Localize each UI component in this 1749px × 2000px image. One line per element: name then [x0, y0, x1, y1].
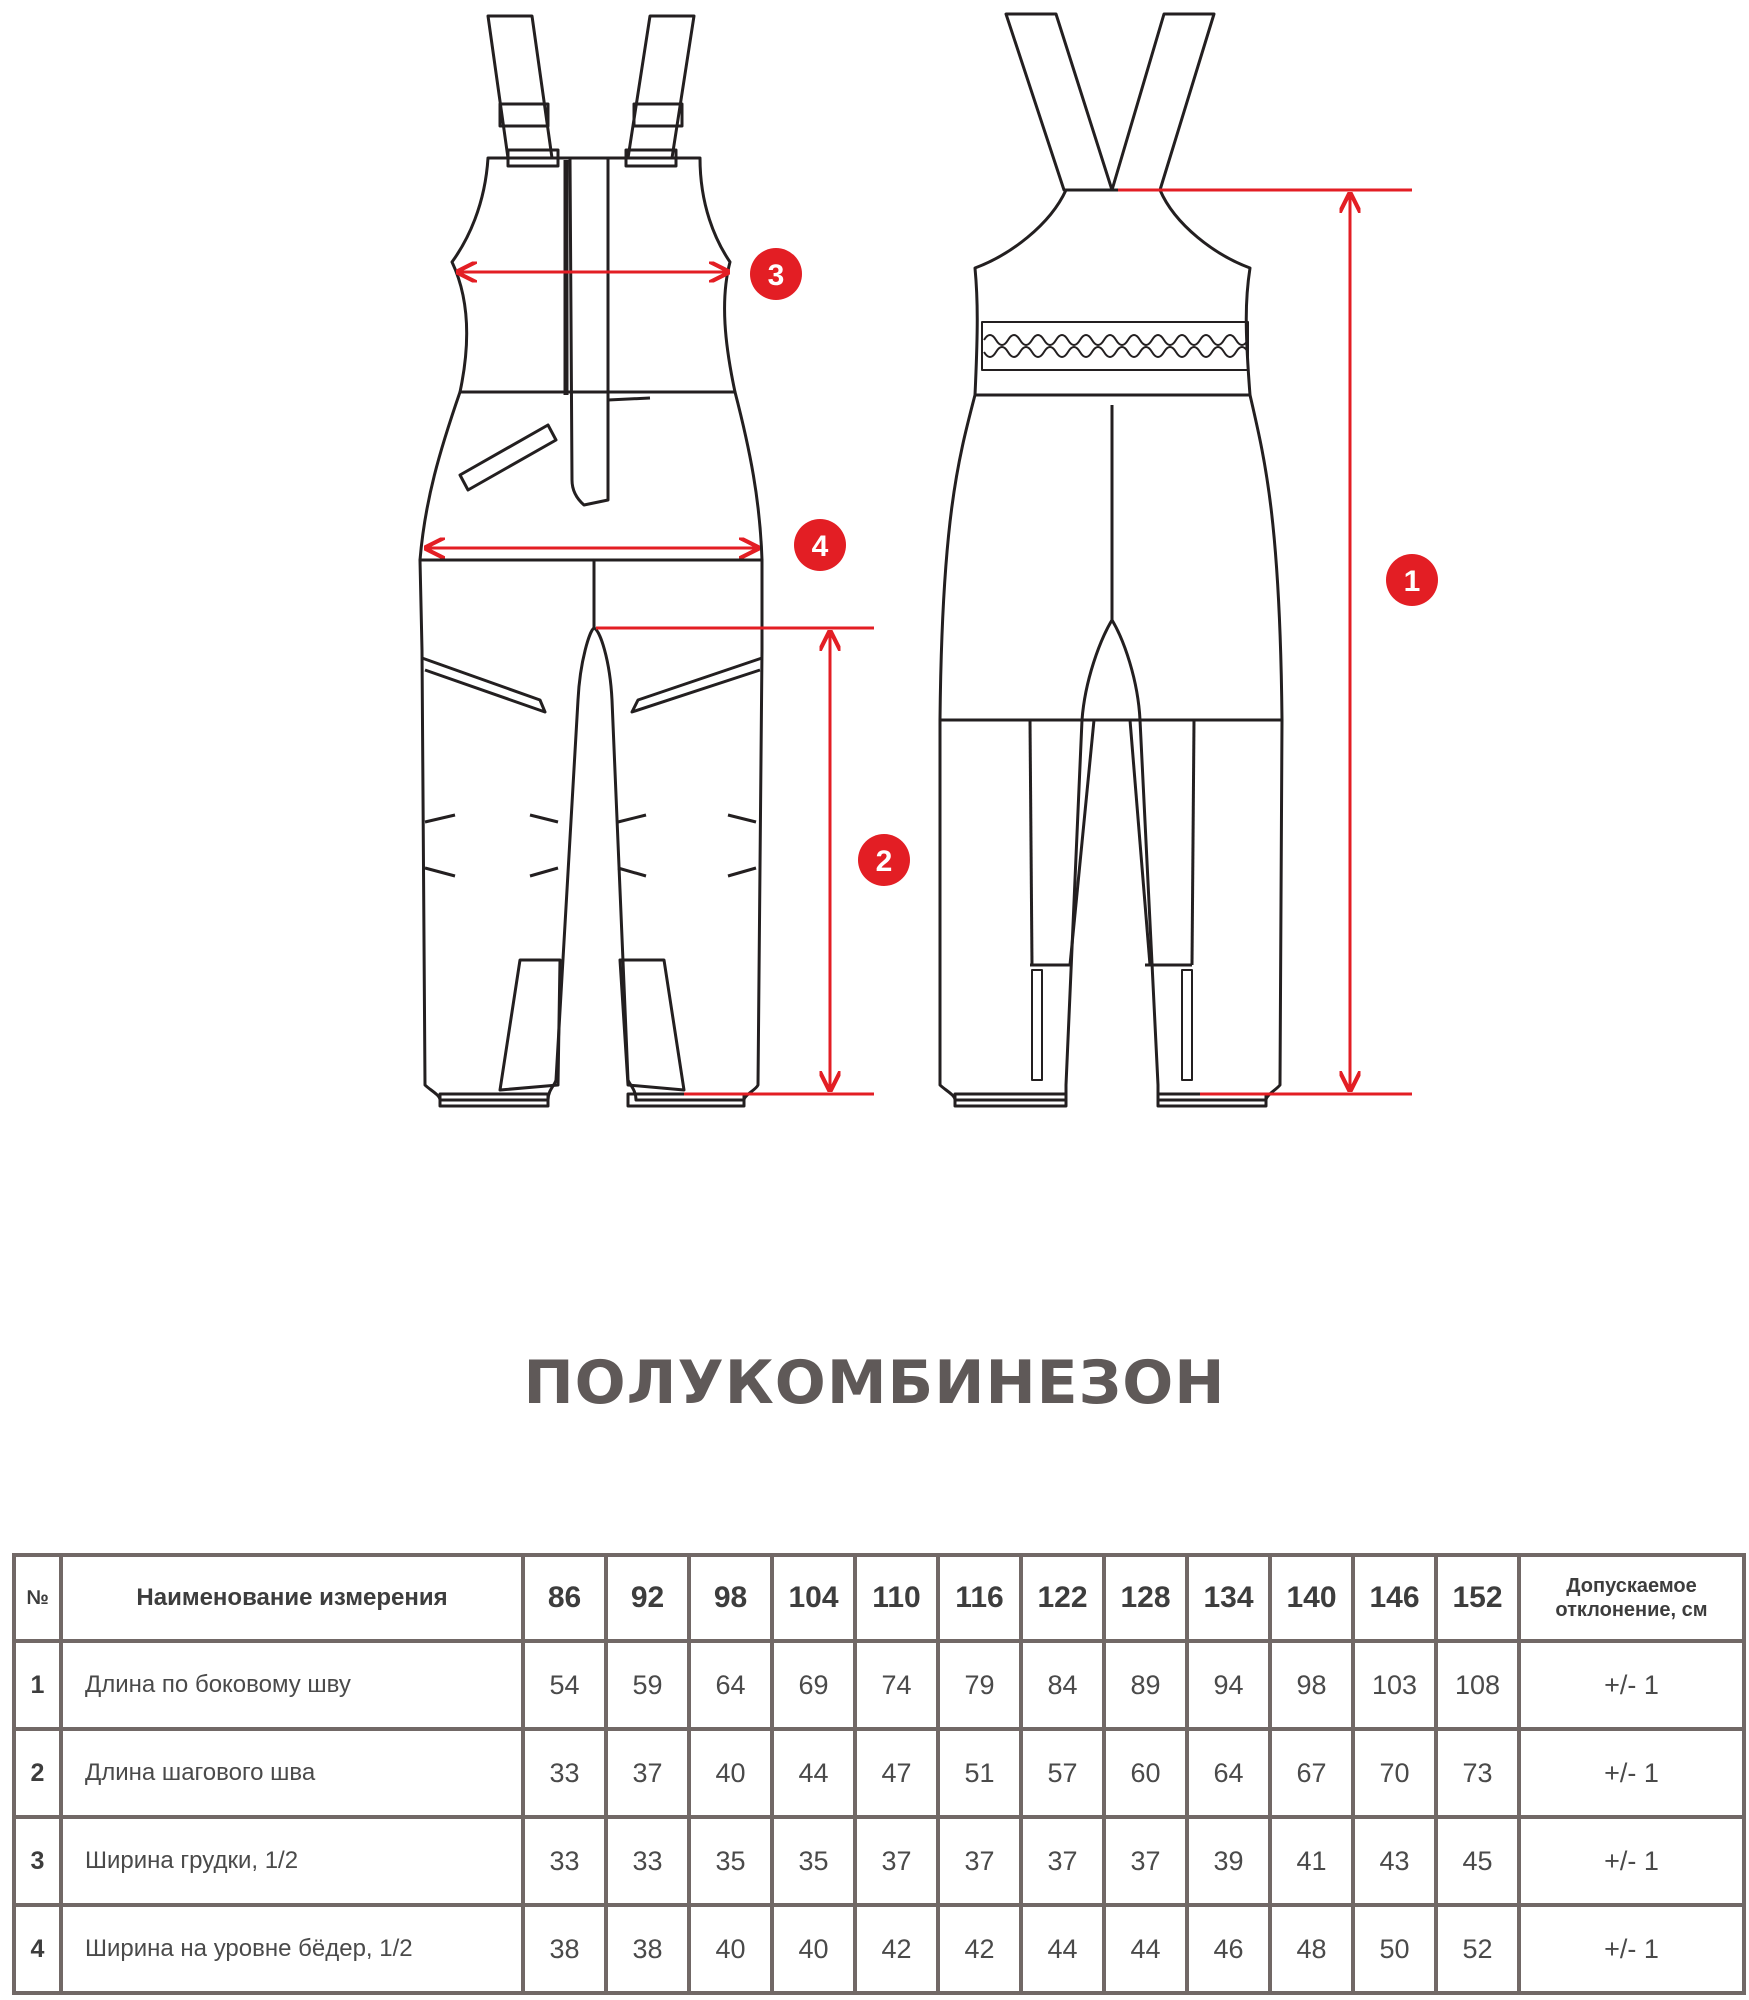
- cell-value: 79: [938, 1641, 1021, 1729]
- header-size: 86: [523, 1555, 606, 1641]
- cell-value: 47: [855, 1729, 938, 1817]
- cell-value: 54: [523, 1641, 606, 1729]
- left-strap-buckle: [500, 104, 548, 126]
- header-size: 128: [1104, 1555, 1187, 1641]
- size-table: [12, 1553, 1746, 1995]
- cell-value: 94: [1187, 1641, 1270, 1729]
- header-size: 104: [772, 1555, 855, 1641]
- table-row: [14, 1641, 1744, 1729]
- cell-value: 48: [1270, 1905, 1353, 1993]
- row-num: 1: [14, 1641, 61, 1729]
- cell-value: 52: [1436, 1905, 1519, 1993]
- cell-value: 39: [1187, 1817, 1270, 1905]
- cell-value: 73: [1436, 1729, 1519, 1817]
- cell-value: 89: [1104, 1641, 1187, 1729]
- front-hip-section: [420, 392, 762, 560]
- cell-value: 37: [855, 1817, 938, 1905]
- table-row: [14, 1905, 1744, 1993]
- marker-2: [858, 834, 910, 886]
- marker-4: [794, 519, 846, 571]
- cell-value: 37: [1104, 1817, 1187, 1905]
- cell-value: 38: [523, 1905, 606, 1993]
- cell-value: 42: [855, 1905, 938, 1993]
- header-size: 122: [1021, 1555, 1104, 1641]
- header-size: 92: [606, 1555, 689, 1641]
- front-right-strap: [628, 16, 694, 158]
- svg-text:4: 4: [811, 530, 829, 563]
- row-name: Длина по боковому шву: [61, 1641, 523, 1729]
- header-size: 110: [855, 1555, 938, 1641]
- cell-value: 51: [938, 1729, 1021, 1817]
- cell-value: 43: [1353, 1817, 1436, 1905]
- cell-value: 33: [523, 1817, 606, 1905]
- elastic-waistband: [982, 322, 1248, 370]
- cell-value: 33: [523, 1729, 606, 1817]
- back-bib: [975, 190, 1250, 395]
- header-tolerance: Допускаемое отклонение, см: [1519, 1555, 1744, 1641]
- header-size: 152: [1436, 1555, 1519, 1641]
- back-view: [940, 14, 1282, 1106]
- header-name: Наименование измерения: [61, 1555, 523, 1641]
- row-name: Ширина грудки, 1/2: [61, 1817, 523, 1905]
- cell-value: 98: [1270, 1641, 1353, 1729]
- cell-value: 38: [606, 1905, 689, 1993]
- header-size: 140: [1270, 1555, 1353, 1641]
- cell-value: 67: [1270, 1729, 1353, 1817]
- cell-value: 64: [1187, 1729, 1270, 1817]
- cell-value: 33: [606, 1817, 689, 1905]
- svg-text:2: 2: [875, 845, 893, 878]
- front-left-leg: [420, 560, 594, 1100]
- cell-value: 35: [689, 1817, 772, 1905]
- header-size: 98: [689, 1555, 772, 1641]
- cell-value: 74: [855, 1641, 938, 1729]
- cell-value: 60: [1104, 1729, 1187, 1817]
- cell-value: 84: [1021, 1641, 1104, 1729]
- table-row: [14, 1729, 1744, 1817]
- cell-value: 35: [772, 1817, 855, 1905]
- page-title: ПОЛУКОМБИНЕЗОН: [523, 1348, 1226, 1418]
- cell-value: 70: [1353, 1729, 1436, 1817]
- header-size: 146: [1353, 1555, 1436, 1641]
- front-side-pocket: [460, 425, 556, 490]
- header-num: №: [14, 1555, 61, 1641]
- zipper-placket: [570, 158, 608, 505]
- front-bib: [452, 158, 735, 392]
- row-name: Длина шагового шва: [61, 1729, 523, 1817]
- cell-tolerance: +/- 1: [1519, 1905, 1744, 1993]
- right-strap-buckle: [634, 104, 682, 126]
- row-num: 2: [14, 1729, 61, 1817]
- cell-value: 42: [938, 1905, 1021, 1993]
- cell-tolerance: +/- 1: [1519, 1817, 1744, 1905]
- cell-value: 44: [1104, 1905, 1187, 1993]
- front-left-strap: [488, 16, 552, 158]
- cell-value: 46: [1187, 1905, 1270, 1993]
- cell-value: 40: [689, 1905, 772, 1993]
- svg-text:3: 3: [767, 259, 785, 292]
- header-size: 116: [938, 1555, 1021, 1641]
- row-num: 3: [14, 1817, 61, 1905]
- header-size: 134: [1187, 1555, 1270, 1641]
- measurement-lines: [426, 190, 1412, 1094]
- cell-value: 37: [938, 1817, 1021, 1905]
- cell-value: 40: [772, 1905, 855, 1993]
- row-num: 4: [14, 1905, 61, 1993]
- cell-value: 50: [1353, 1905, 1436, 1993]
- cell-value: 45: [1436, 1817, 1519, 1905]
- cell-value: 41: [1270, 1817, 1353, 1905]
- back-right-strap: [1112, 14, 1214, 190]
- cell-value: 44: [1021, 1905, 1104, 1993]
- cell-value: 59: [606, 1641, 689, 1729]
- cell-value: 108: [1436, 1641, 1519, 1729]
- front-view: [420, 16, 762, 1106]
- cell-value: 64: [689, 1641, 772, 1729]
- cell-value: 37: [606, 1729, 689, 1817]
- front-right-leg: [594, 560, 762, 1100]
- marker-1: [1386, 554, 1438, 606]
- cell-tolerance: +/- 1: [1519, 1641, 1744, 1729]
- row-name: Ширина на уровне бёдер, 1/2: [61, 1905, 523, 1993]
- back-left-strap: [1006, 14, 1112, 190]
- table-header-row: [14, 1555, 1744, 1641]
- cell-value: 40: [689, 1729, 772, 1817]
- cell-value: 37: [1021, 1817, 1104, 1905]
- marker-3: [750, 248, 802, 300]
- svg-text:1: 1: [1403, 565, 1421, 598]
- cell-value: 103: [1353, 1641, 1436, 1729]
- cell-value: 44: [772, 1729, 855, 1817]
- cell-value: 57: [1021, 1729, 1104, 1817]
- cell-tolerance: +/- 1: [1519, 1729, 1744, 1817]
- table-row: [14, 1817, 1744, 1905]
- cell-value: 69: [772, 1641, 855, 1729]
